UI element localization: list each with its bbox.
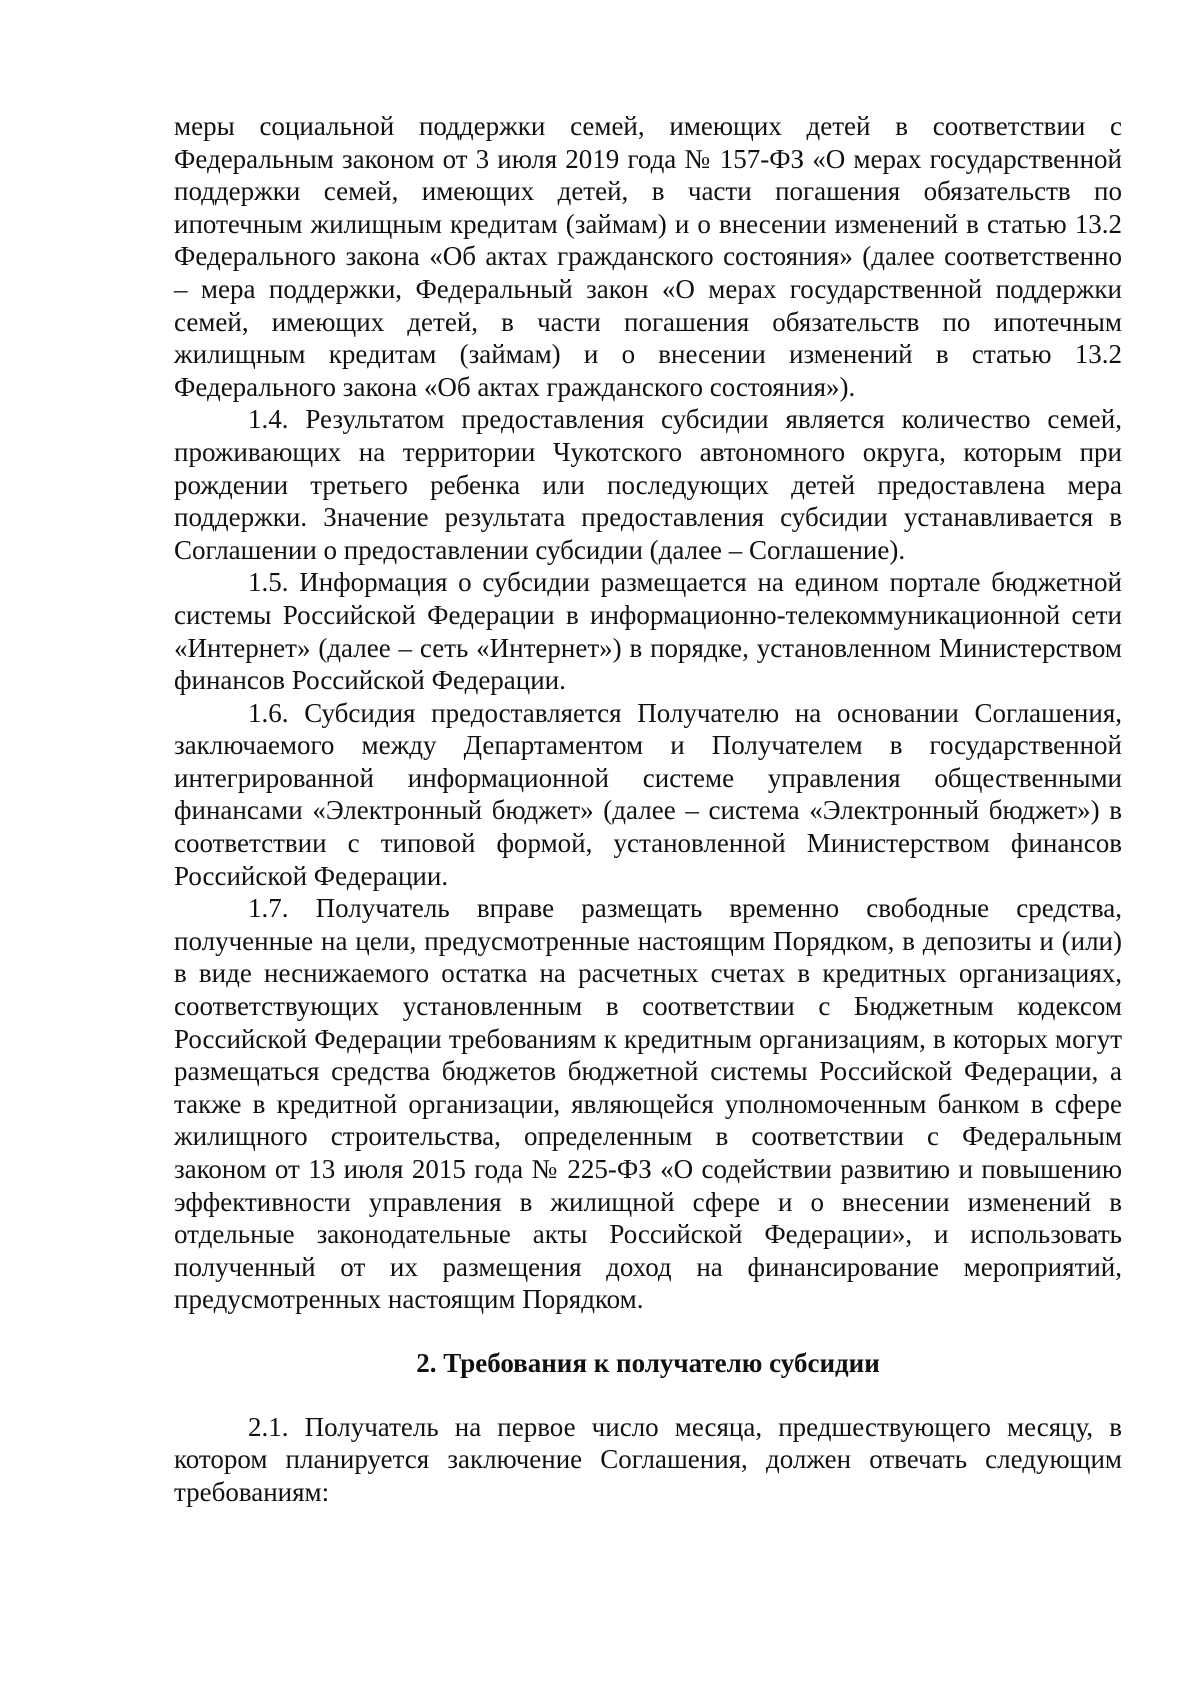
paragraph-1-5: 1.5. Информация о субсидии размещается на едином портале бюджетной системы Российской Федерации в информационно-телекоммуникационной сети «Интернет» (далее – сеть «Интернет») в порядке, установленном Министерством финансов Российской Федерации. (174, 567, 1122, 696)
paragraph-1-6: 1.6. Субсидия предоставляется Получателю на основании Соглашения, заключаемого между Департаментом и Получателем в государственной интегрированной информационной системе управления общественными финансами «Электронный бюджет» (далее – система «Электронный бюджет») в соответствии с типовой формой, установленной Министерством финансов Российской Федерации. (174, 697, 1122, 891)
paragraph-continuation: меры социальной поддержки семей, имеющих детей в соответствии с Федеральным законом от 3 июля 2019 года № 157-ФЗ «О мерах государственной поддержки семей, имеющих детей, в части погашения обязательств по ипотечным жилищным кредитам (займам) и о внесении изменений в статью 13.2 Федерального закона «Об актах гражданского состояния» (далее соответственно – мера поддержки, Федеральный закон «О мерах государственной поддержки семей, имеющих детей, в части погашения обязательств по ипотечным жилищным кредитам (займам) и о внесении изменений в статью 13.2 Федерального закона «Об актах гражданского состояния»). (174, 111, 1122, 402)
section-heading: 2. Требования к получателю субсидии (416, 1347, 880, 1378)
paragraph-1-4: 1.4. Результатом предоставления субсидии является количество семей, проживающих на территории Чукотского автономного округа, которым при рождении третьего ребенка или последующих детей предоставлена мера поддержки. Значение результата предоставления субсидии устанавливается в Соглашении о предоставлении субсидии (далее – Соглашение). (174, 404, 1122, 565)
document-page (174, 110, 1122, 1508)
paragraph-1-7: 1.7. Получатель вправе размещать временно свободные средства, полученные на цели, предусмотренные настоящим Порядком, в депозиты и (или) в виде неснижаемого остатка на расчетных счетах в кредитных организациях, соответствующих установленным в соответствии с Бюджетным кодексом Российской Федерации требованиям к кредитным организациям, в которых могут размещаться средства бюджетов бюджетной системы Российской Федерации, а также в кредитной организации, являющейся уполномоченным банком в сфере жилищного строительства, определенным в соответствии с Федеральным законом от 13 июля 2015 года № 225-ФЗ «О содействии развитию и повышению эффективности управления в жилищной сфере и о внесении изменений в отдельные законодательные акты Российской Федерации», и использовать полученный от их размещения доход на финансирование мероприятий, предусмотренных настоящим Порядком. (174, 893, 1122, 1315)
paragraph-2-1: 2.1. Получатель на первое число месяца, предшествующего месяцу, в котором планируется заключение Соглашения, должен отвечать следующим требованиям: (174, 1411, 1122, 1507)
